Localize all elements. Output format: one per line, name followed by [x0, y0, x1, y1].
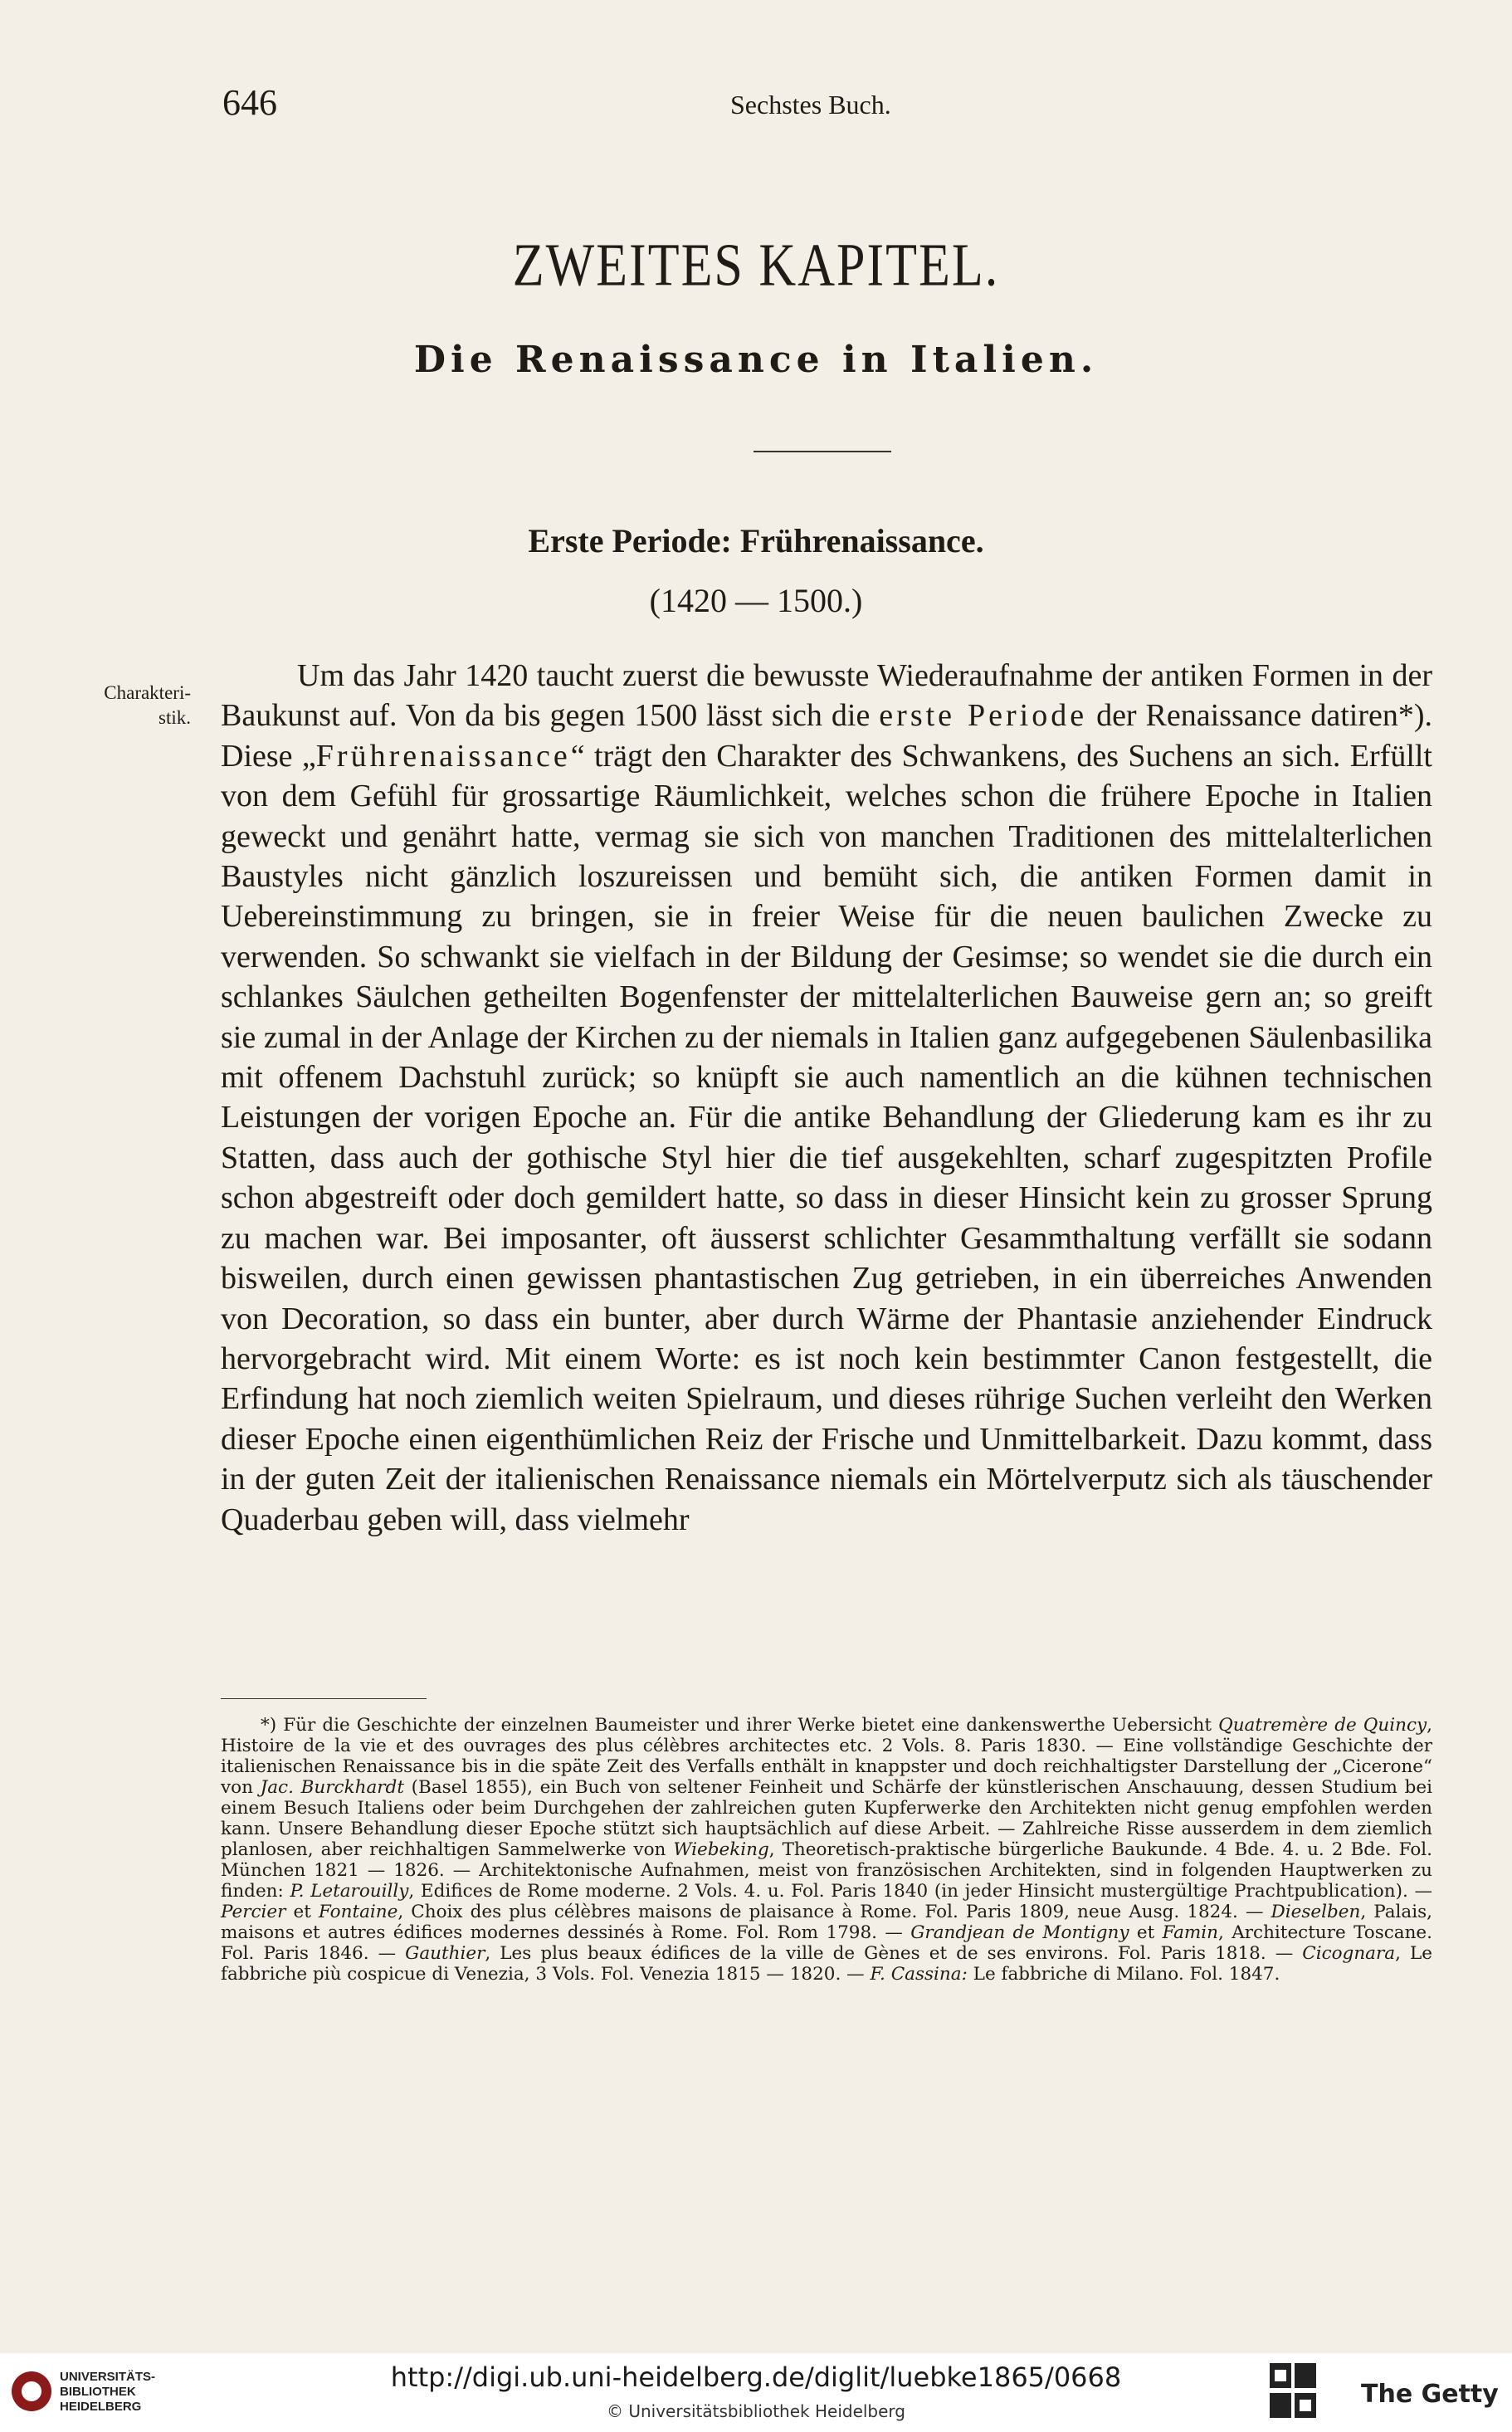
- emphasis-spaced: Frührenaissance: [315, 738, 571, 774]
- footnote-author: Quatremère de Quincy: [1218, 1715, 1427, 1736]
- footnote-author: Wiebeking: [673, 1839, 769, 1860]
- footnote: [221, 1715, 1432, 1985]
- footnote-rule: [221, 1698, 427, 1699]
- margin-note-line: stik.: [159, 707, 191, 728]
- permalink-url[interactable]: http://digi.ub.uni-heidelberg.de/diglit/luebke1865/0668: [390, 2361, 1122, 2393]
- footnote-run: Le fabbriche di Milano. Fol. 1847.: [967, 1964, 1280, 1985]
- footnote-author: Famin: [1162, 1922, 1219, 1943]
- institution-line: BIBLIOTHEK: [60, 2385, 136, 2399]
- period-dates: (1420 — 1500.): [649, 582, 863, 619]
- margin-note: [83, 681, 191, 730]
- footnote-run: et: [1129, 1922, 1163, 1943]
- footnote-run: , Palais, maisons et autres édifices modernes dessinés à Rome. Fol. Rom 1798. —: [221, 1902, 1432, 1943]
- body-text-run: Um das Jahr 1420 taucht zuerst die bewusste Wiederaufnahme der antiken Formen in der Baukunst auf. Von da bis gegen 1500 lässt sich die: [221, 658, 1432, 734]
- footnote-run: , Le fabbriche più cospicue di Venezia, 3 Vols. Fol. Venezia 1815 — 1820. —: [221, 1943, 1432, 1985]
- institution-line: UNIVERSITÄTS-: [60, 2370, 156, 2384]
- footnote-author: Fontaine: [318, 1902, 398, 1922]
- footnote-author: P. Letarouilly: [290, 1881, 409, 1902]
- body-text-run: der Renaissance datiren*). Diese „: [221, 698, 1432, 774]
- footnote-author: Grandjean de Montigny: [910, 1922, 1129, 1943]
- footnote-run: , Theoretisch-praktische bürgerliche Baukunde. 4 Bde. 4. u. 2 Bde. Fol. München 1821 — 1826. — Architektonische Aufnahmen, meist von französischen Architekten, sind in folgenden Hauptwerken zu finden:: [221, 1839, 1432, 1902]
- footnote-run: , Choix des plus célèbres maisons de plaisance à Rome. Fol. Paris 1809, neue Ausg. 1824. —: [398, 1902, 1271, 1922]
- footnote-run: et: [285, 1902, 319, 1922]
- footnote-author: Gauthier: [405, 1943, 485, 1964]
- institution-line: HEIDELBERG: [60, 2400, 142, 2414]
- chapter-subtitle: Die Renaissance in Italien.: [413, 339, 1099, 381]
- chapter-title: ZWEITES KAPITEL.: [512, 232, 1000, 300]
- footnote-run: *) Für die Geschichte der einzelnen Baumeister und ihrer Werke bietet eine dankenswerthe Uebersicht: [261, 1715, 1219, 1736]
- footnote-run: , Edifices de Rome moderne. 2 Vols. 4. u. Fol. Paris 1840 (in jeder Hinsicht mustergültige Prachtpublication). —: [408, 1881, 1432, 1902]
- body-text-run: “ trägt den Charakter des Schwankens, des Suchens an sich. Erfüllt von dem Gefühl für grossartige Räumlichkeit, welches schon die frühere Epoche in Italien geweckt und genährt hatte, vermag sie sich von manchen Traditionen des mittelalterlichen Baustyles nicht gänzlich loszureissen und bemüht sich, die antiken Formen damit in Uebereinstimmung zu bringen, sie in freier Weise für die neuen baulichen Zwecke zu verwenden. So schwankt sie vielfach in der Bildung der Gesimse; so wendet sie die durch ein schlankes Säulchen getheilten Bogenfenster der mittelalterlichen Bauweise gern an; so greift sie zumal in der Anlage der Kirchen zu der niemals in Italien ganz aufgegebenen Säulenbasilika mit offenem Dachstuhl zurück; so knüpft sie auch namentlich an die kühnen technischen Leistungen der vorigen Epoche an. Für die antike Behandlung der Gliederung kam es ihr zu Statten, dass auch der gothische Styl hier die tief ausgekehlten, scharf zugespitzten Profile schon abgestreift oder doch gemildert hatte, so dass in dieser Hinsicht kein zu grosser Sprung zu machen war. Bei imposanter, oft äusserst schlichter Gesammthaltung verfällt sie sodann bisweilen, durch einen gewissen phantastischen Zug getrieben, in ein überreiches Anwenden von Decoration, so dass ein bunter, aber durch Wärme der Phantasie anziehender Eindruck hervorgebracht wird. Mit einem Worte: es ist noch kein bestimmter Canon festgestellt, die Erfindung hat noch ziemlich weiten Spielraum, und dieses rührige Suchen verleiht den Werken dieser Epoche einen eigenthümlichen Reiz der Frische und Unmittelbarkeit. Dazu kommt, dass in der guten Zeit der italienischen Renaissance niemals ein Mörtelverputz sich als täuschender Quaderbau geben will, dass vielmehr: [221, 738, 1432, 1537]
- footnote-author: Jac. Burckhardt: [260, 1777, 404, 1798]
- footnote-author: Cicognara: [1302, 1943, 1396, 1964]
- footnote-author: F. Cassina:: [870, 1964, 968, 1985]
- page-number: 646: [222, 82, 277, 123]
- footnote-author: Dieselben: [1271, 1902, 1361, 1922]
- body-paragraph: [221, 656, 1432, 1540]
- margin-note-line: Charakteri-: [104, 682, 191, 703]
- footnote-paragraph: [221, 1715, 1432, 1985]
- getty-label: The Getty: [1361, 2380, 1499, 2409]
- divider-rule: [754, 451, 891, 452]
- viewer-footer: [0, 2353, 1512, 2432]
- body-text: [221, 656, 1432, 1540]
- copyright-notice: © Universitätsbibliothek Heidelberg: [606, 2401, 905, 2421]
- running-head: Sechstes Buch.: [730, 90, 891, 120]
- getty-mark-icon: [1270, 2363, 1316, 2420]
- period-title: Erste Periode: Frührenaissance.: [528, 522, 984, 559]
- footnote-run: (Basel 1855), ein Buch von seltener Feinheit und Schärfe der künstlerischen Anschauung, dessen Studium bei einem Besuch Italiens oder beim Durchgehen der zahlreichen guten Kupferwerke den Architekten nicht genug empfohlen werden kann. Unsere Behandlung dieser Epoche stützt sich hauptsächlich auf diese Arbeit. — Zahlreiche Risse ausserdem in dem ziemlich planlosen, aber reichhaltigen Sammelwerke von: [221, 1777, 1432, 1860]
- footnote-run: , Histoire de la vie et des ouvrages des plus célèbres architectes etc. 2 Vols. 8. Paris 1830. — Eine vollständige Geschichte der italienischen Renaissance bis in die späte Zeit des Verfalls enthält in knappster und doch reichhaltigster Darstellung der „Cicerone“ von: [221, 1715, 1432, 1798]
- footnote-run: , Architecture Toscane. Fol. Paris 1846. —: [221, 1922, 1432, 1964]
- emphasis-spaced: erste Periode: [879, 698, 1088, 734]
- footnote-author: Percier: [221, 1902, 286, 1922]
- getty-logo[interactable]: [1270, 2363, 1502, 2421]
- page-header: [0, 75, 1512, 133]
- footnote-run: , Les plus beaux édifices de la ville de Gènes et de ses environs. Fol. Paris 1818. —: [485, 1943, 1303, 1964]
